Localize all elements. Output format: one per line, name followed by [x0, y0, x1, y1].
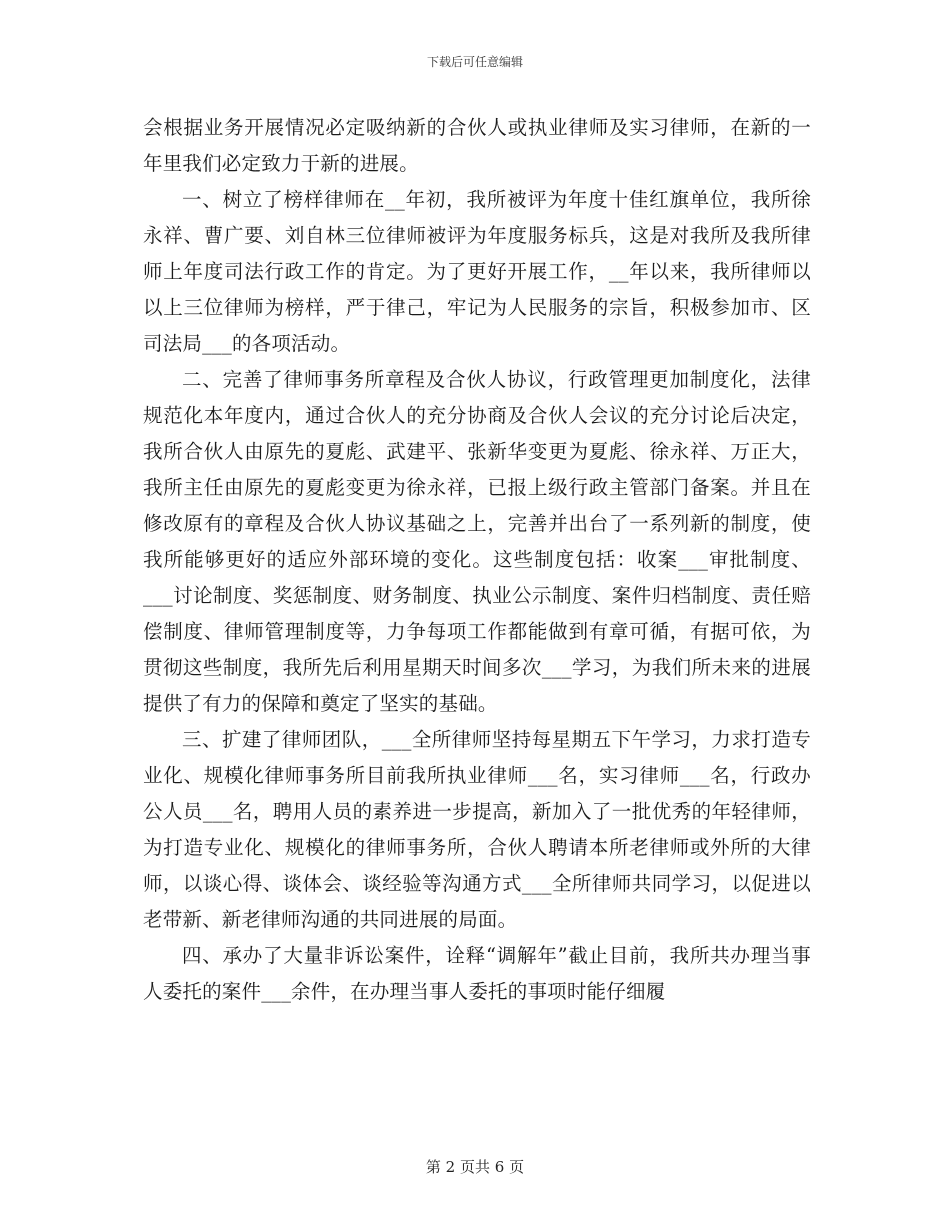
page-header: 下载后可任意编辑 — [426, 55, 523, 69]
paragraph-continuation: 会根据业务开展情况必定吸纳新的合伙人或执业律师及实习律师，在新的一年里我们必定致力于新的进展。 — [143, 116, 811, 175]
paragraph-section-3: 三、扩建了律师团队，___全所律师坚持每星期五下午学习，力求打造专业化、规模化律师事务所目前我所执业律师___名，实习律师___名，行政办公人员___名，聘用人员的素养进一步提高，新加入了一批优秀的年轻律师，为打造专业化、规模化的律师事务所，合伙人聘请本所老律师或外所的大律师，以谈心得、谈体会、谈经验等沟通方式___全所律师共同学习，以促进以老带新、新老律师沟通的共同进展的局面。 — [143, 728, 811, 931]
page-footer: 第 2 页共 6 页 — [425, 1158, 525, 1176]
paragraph-section-1: 一、树立了榜样律师在__年初，我所被评为年度十佳红旗单位，我所徐永祥、曹广要、刘自林三位律师被评为年度服务标兵，这是对我所及我所律师上年度司法行政工作的肯定。为了更好开展工作，__年以来，我所律师以以上三位律师为榜样，严于律己，牢记为人民服务的宗旨，积极参加市、区司法局___的各项活动。 — [143, 188, 811, 355]
paragraph-section-2: 二、完善了律师事务所章程及合伙人协议，行政管理更加制度化，法律规范化本年度内，通过合伙人的充分协商及合伙人会议的充分讨论后决定，我所合伙人由原先的夏彪、武建平、张新华变更为夏彪、徐永祥、万正大，我所主任由原先的夏彪变更为徐永祥，已报上级行政主管部门备案。并且在修改原有的章程及合伙人协议基础之上，完善并出台了一系列新的制度，使我所能够更好的适应外部环境的变化。这些制度包括：收案___审批制度、___讨论制度、奖惩制度、财务制度、执业公示制度、案件归档制度、责任赔偿制度、律师管理制度等，力争每项工作都能做到有章可循，有据可依，为贯彻这些制度，我所先后利用星期天时间多次___学习，为我们所未来的进展提供了有力的保障和奠定了坚实的基础。 — [143, 368, 811, 715]
paragraph-section-4: 四、承办了大量非诉讼案件，诠释“调解年”截止目前，我所共办理当事人委托的案件___余件，在办理当事人委托的事项时能仔细履 — [143, 944, 811, 1003]
document-body — [143, 110, 811, 1010]
